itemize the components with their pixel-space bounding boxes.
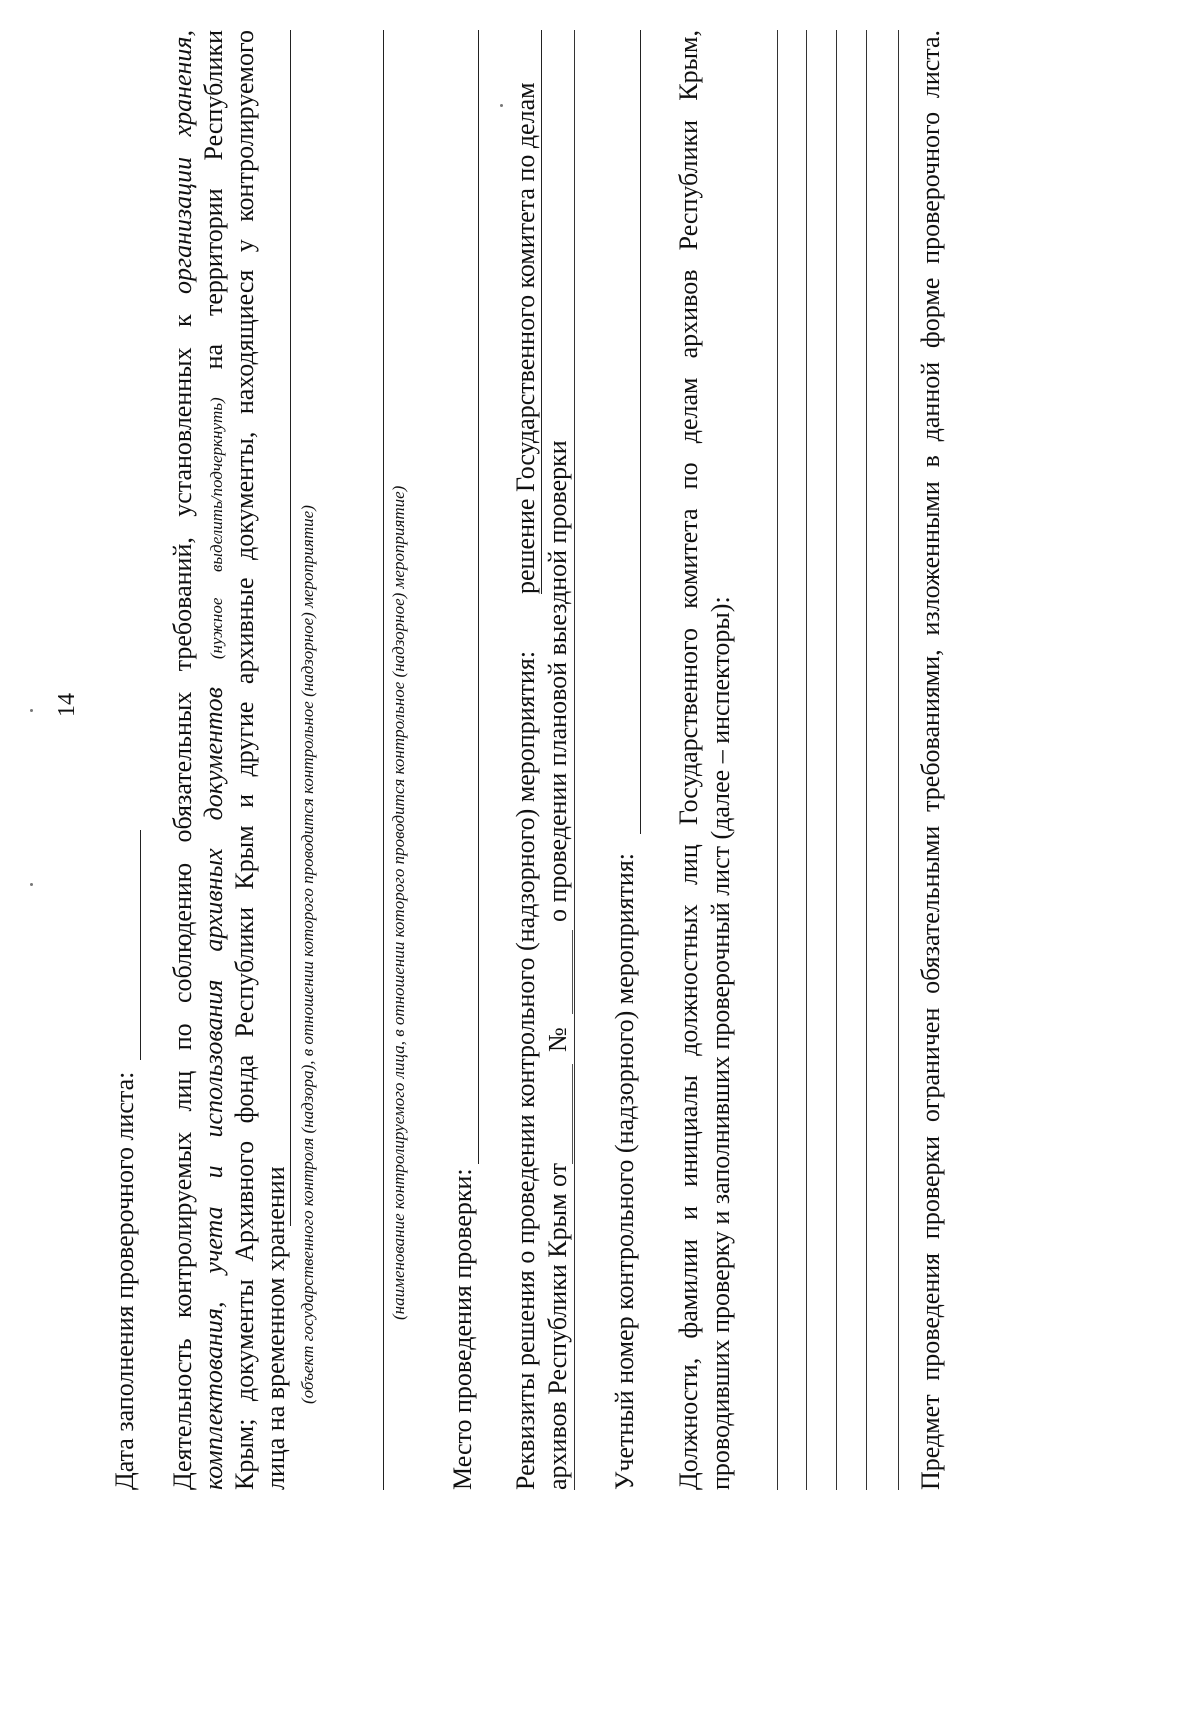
activity-fill-line[interactable] xyxy=(290,30,291,1226)
subject-text: Предмет проведения проверки ограничен обязательными требованиями, изложенными в данной форме проверочного листа. xyxy=(916,30,945,1490)
decision-line-1: Реквизиты решения о проведении контрольного (надзорного) мероприятия: xyxy=(511,650,540,1490)
activity-line-4: лица на временном хранении xyxy=(261,1166,290,1490)
decision-line-2-prefix: архивов Республики Крым от xyxy=(543,1162,572,1490)
place-line[interactable] xyxy=(478,30,479,1164)
activity-line-1: Деятельность контролируемых лиц по соблюдению обязательных требований, установленных к организации хранения, xyxy=(168,29,197,1490)
fill-date-label: Дата заполнения проверочного листа: xyxy=(110,1071,139,1490)
inspector-blank-line-3[interactable] xyxy=(836,30,837,1490)
decision-bottom-line xyxy=(574,30,575,1490)
account-number-label: Учетный номер контрольного (надзорного) мероприятия: xyxy=(610,852,639,1490)
controlled-person-caption: (наименование контролируемого лица, в отношении которого проводится контрольное (надзорное) мероприятие) xyxy=(389,485,408,1320)
inspector-blank-line-4[interactable] xyxy=(866,30,867,1490)
page-number: 14 xyxy=(54,693,80,717)
inspector-blank-line-2[interactable] xyxy=(806,30,807,1490)
place-label: Место проведения проверки: xyxy=(448,1168,477,1490)
scan-speck xyxy=(30,883,33,886)
activity-line-3: Крым; документы Архивного фонда Республики Крым и другие архивные документы, находящиеся у контролируемого xyxy=(230,30,259,1490)
activity-caption: (объект государственного контроля (надзора), в отношении которого проводится контрольное (надзорное) мероприятие) xyxy=(298,505,317,1404)
account-number-line[interactable] xyxy=(640,30,641,834)
decision-number-line[interactable] xyxy=(572,930,573,1014)
inspector-blank-line-5[interactable] xyxy=(898,30,899,1490)
inspectors-line-2: проводивших проверку и заполнивших проверочный лист (далее – инспекторы): xyxy=(706,596,735,1490)
decision-number-label: № xyxy=(543,1027,572,1052)
decision-fill-underline xyxy=(541,30,542,594)
inspector-blank-line-1[interactable] xyxy=(777,30,778,1490)
inspectors-line-1: Должности, фамилии и инициалы должностных лиц Государственного комитета по делам архивов Республики Крым, xyxy=(674,30,703,1490)
decision-fill-2: о проведении плановой выездной проверки xyxy=(543,440,572,922)
fill-date-line[interactable] xyxy=(140,830,141,1060)
activity-line-2: комплектования, учета и использования архивных документов (нужное выделить/подчеркнуть) на территории Республики xyxy=(199,30,228,1490)
scan-speck xyxy=(500,104,503,107)
decision-date-line[interactable] xyxy=(572,1064,573,1164)
decision-fill-1: решение Государственного комитета по делам xyxy=(511,82,540,594)
controlled-person-line[interactable] xyxy=(383,30,384,1490)
scan-speck xyxy=(30,709,33,712)
